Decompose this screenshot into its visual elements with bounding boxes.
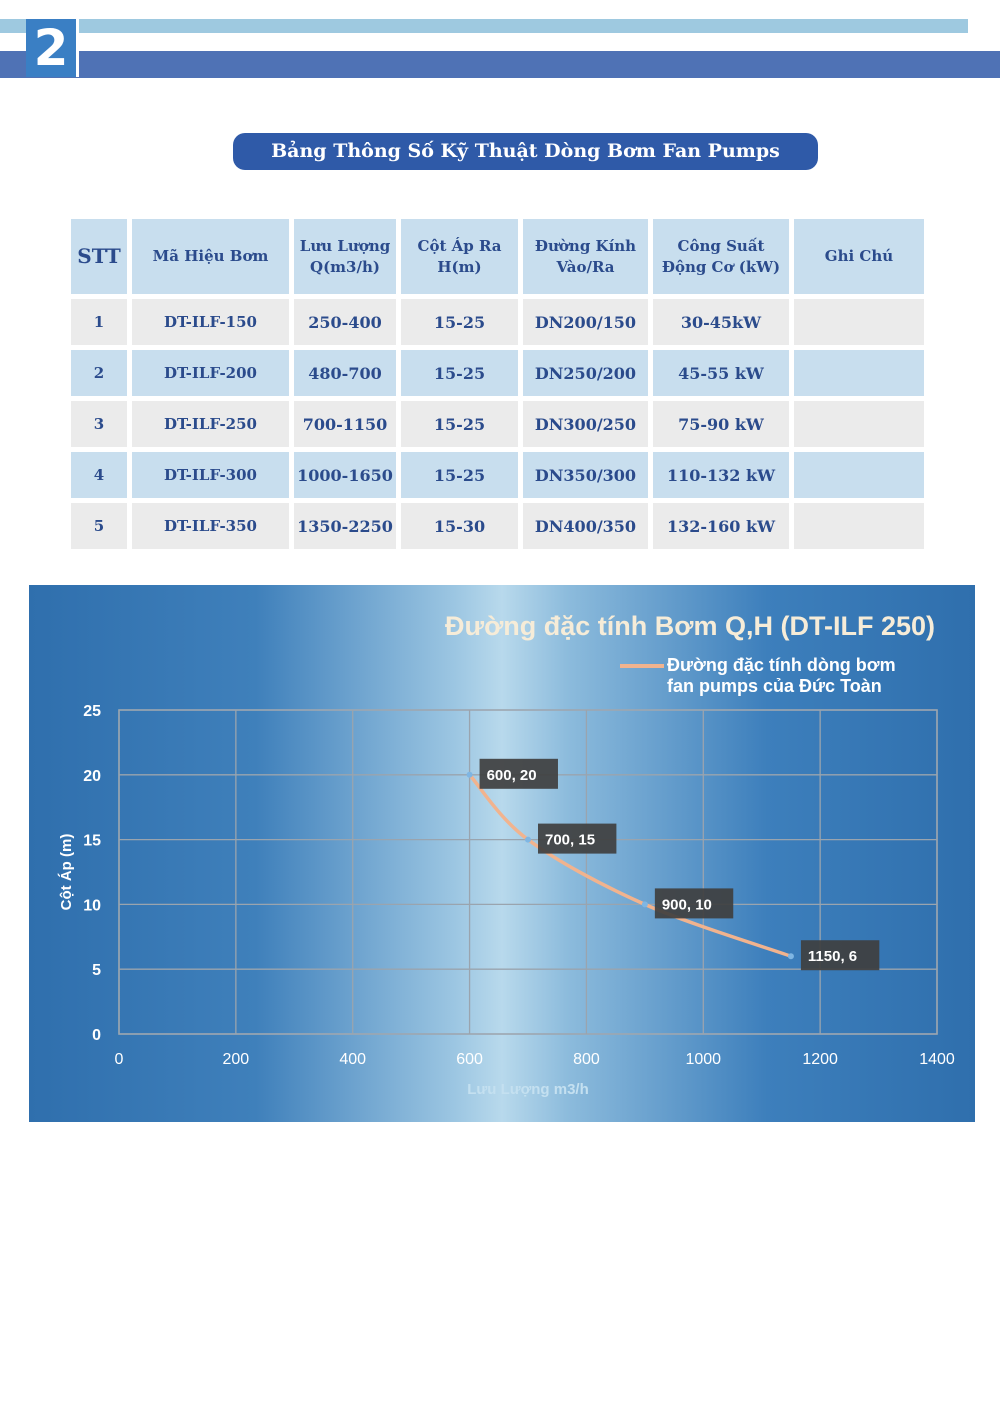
y-tick-label: 5 (92, 962, 101, 980)
table-row (71, 401, 924, 447)
header-stt: STT (71, 219, 127, 294)
cell-stt: 2 (71, 350, 127, 396)
table-header-row (71, 219, 924, 294)
chart-panel (29, 585, 975, 1122)
series-line (470, 775, 791, 956)
y-tick-label: 0 (92, 1027, 101, 1044)
cell-model: DT-ILF-300 (132, 452, 289, 498)
data-label: 700, 15 (545, 831, 596, 849)
cell-model: DT-ILF-150 (132, 299, 289, 345)
x-tick-label: 0 (114, 1051, 124, 1068)
cell-diameter: DN300/250 (523, 401, 648, 447)
header-diameter: Đường Kính Vào/Ra (523, 219, 648, 294)
header-flow: Lưu Lượng Q(m3/h) (294, 219, 396, 294)
cell-stt: 4 (71, 452, 127, 498)
x-tick-label: 400 (339, 1051, 367, 1068)
table-row (71, 452, 924, 498)
table-row (71, 503, 924, 549)
data-point (642, 901, 648, 907)
table-row (71, 350, 924, 396)
cell-head: 15-25 (401, 401, 518, 447)
y-tick-label: 20 (83, 767, 101, 785)
cell-note (794, 503, 924, 549)
x-tick-label: 600 (456, 1051, 483, 1068)
header-power: Công Suất Động Cơ (kW) (653, 219, 789, 294)
y-axis-title: Cột Áp (m) (58, 833, 75, 911)
cell-diameter: DN250/200 (523, 350, 648, 396)
header-bar-light (0, 19, 968, 33)
chart-svg (29, 585, 975, 1122)
cell-power: 132-160 kW (653, 503, 789, 549)
cell-flow: 480-700 (294, 350, 396, 396)
cell-power: 110-132 kW (653, 452, 789, 498)
x-tick-label: 200 (222, 1051, 250, 1068)
cell-stt: 1 (71, 299, 127, 345)
data-point (525, 837, 531, 843)
spec-table (66, 214, 929, 554)
cell-note (794, 401, 924, 447)
cell-model: DT-ILF-350 (132, 503, 289, 549)
x-tick-label: 800 (573, 1051, 600, 1068)
cell-power: 45-55 kW (653, 350, 789, 396)
cell-head: 15-30 (401, 503, 518, 549)
cell-flow: 1350-2250 (294, 503, 396, 549)
cell-power: 75-90 kW (653, 401, 789, 447)
cell-note (794, 299, 924, 345)
cell-head: 15-25 (401, 350, 518, 396)
data-point (788, 953, 794, 959)
cell-diameter: DN400/350 (523, 503, 648, 549)
data-label: 1150, 6 (807, 948, 858, 966)
cell-model: DT-ILF-250 (132, 401, 289, 447)
cell-diameter: DN200/150 (523, 299, 648, 345)
y-tick-label: 10 (83, 897, 101, 915)
page-title: Bảng Thông Số Kỹ Thuật Dòng Bơm Fan Pumps (233, 133, 818, 170)
data-label: 600, 20 (486, 766, 537, 784)
section-number: 2 (26, 19, 79, 77)
cell-model: DT-ILF-200 (132, 350, 289, 396)
cell-stt: 3 (71, 401, 127, 447)
x-tick-label: 1200 (802, 1051, 838, 1068)
header-note: Ghi Chú (794, 219, 924, 294)
cell-flow: 1000-1650 (294, 452, 396, 498)
cell-flow: 700-1150 (294, 401, 396, 447)
table-row (71, 299, 924, 345)
cell-power: 30-45kW (653, 299, 789, 345)
y-tick-label: 15 (83, 832, 101, 850)
x-tick-label: 1400 (919, 1051, 955, 1068)
header-bar-dark (0, 51, 1000, 78)
cell-diameter: DN350/300 (523, 452, 648, 498)
cell-head: 15-25 (401, 299, 518, 345)
x-axis-title: Lưu Lượng m3/h (467, 1081, 589, 1098)
legend-label: Đường đặc tính dòng bơm fan pumps của Đức Toàn (667, 655, 896, 696)
x-tick-label: 1000 (685, 1051, 722, 1068)
data-label: 900, 10 (661, 896, 712, 914)
cell-note (794, 452, 924, 498)
cell-head: 15-25 (401, 452, 518, 498)
chart-title: Đường đặc tính Bơm Q,H (DT-ILF 250) (445, 611, 935, 641)
cell-stt: 5 (71, 503, 127, 549)
header-head: Cột Áp Ra H(m) (401, 219, 518, 294)
cell-note (794, 350, 924, 396)
y-tick-label: 25 (83, 703, 101, 720)
header-model: Mã Hiệu Bơm (132, 219, 289, 294)
plot-frame (119, 710, 937, 1034)
cell-flow: 250-400 (294, 299, 396, 345)
data-point (467, 772, 473, 778)
